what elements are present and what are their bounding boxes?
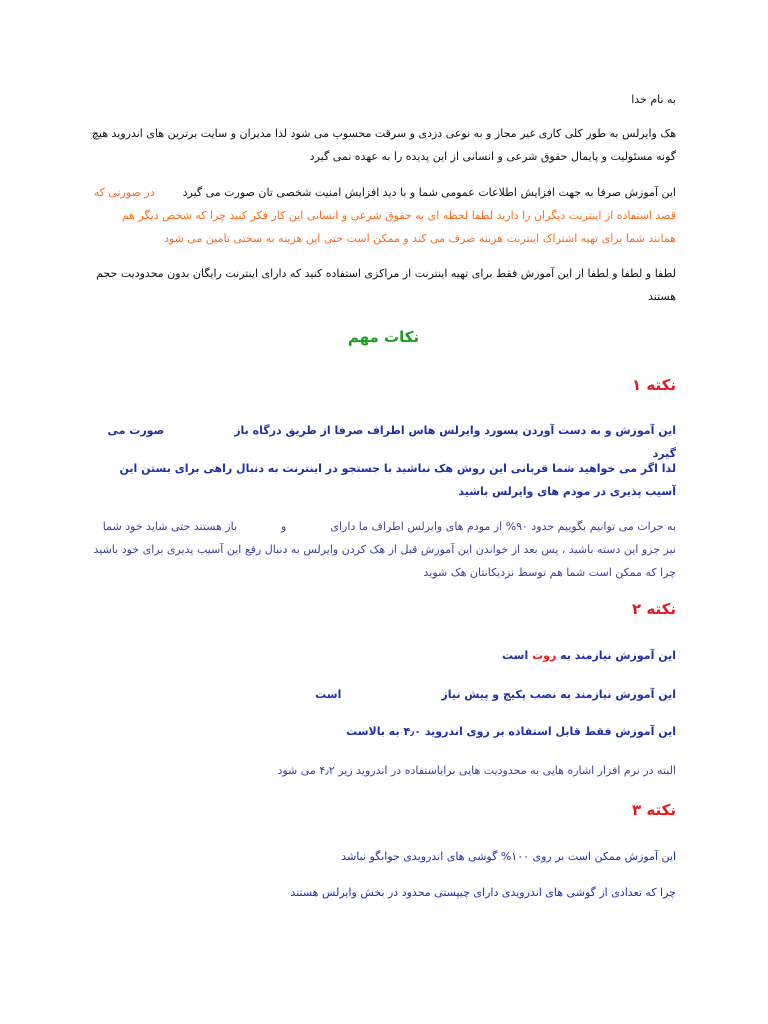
intro-paragraph-1 [91,122,676,168]
note-2-title: نکته ۲ [632,600,676,618]
note-1-text-1a: این آموزش و به دست آوردن پسورد وایرلس هاس اطراف صرفا از طریق درگاه باز [234,424,676,437]
note-2-text-2b: است [315,688,342,701]
note-1-heading [91,374,676,398]
important-notes-title: نکات مهم [347,328,420,346]
note-1-text-3c: باز هستند حتی شاید خود شما نیز جزو این دسته باشید ، پس بعد از خواندن این آموزش قبل از هک کردن وایرلس به دنبال رفع این آسیب پذیری برای خود باشید چرا که ممکن است شما هم توسط نزدیکانتان هک شوید [93,520,676,579]
note-2-paragraph-1 [91,644,676,667]
intro-paragraph-3 [91,262,676,308]
note-3-title: نکته ۳ [632,801,676,819]
note-2-paragraph-2 [91,683,676,706]
note-1-paragraph-3 [91,515,676,584]
note-2-text-1c: است [502,649,529,662]
note-2-heading [91,598,676,622]
intro-text-2-orange: در صورتی که قصد استفاده از اینترنت دیگران را دارید لطفا لحظه ای به حقوق شرعی و انسانی این کار فکر کنید چرا که شخص دیگر هم همانند شما برای تهیه اشتراک اینترنت هزینه صرف می کند و ممکن است حتی این هزینه به سختی تامین می شود [93,186,676,245]
bismillah-line [91,88,676,111]
note-2-paragraph-4 [91,759,676,782]
bismillah-text: به نام خدا [631,93,676,106]
important-notes-heading [91,326,676,350]
intro-paragraph-2 [91,181,676,250]
note-3-paragraph-2 [91,881,676,904]
note-2-text-1a: این آموزش نیازمند به [560,649,676,662]
note-3-heading [91,799,676,823]
intro-text-2-black: این آموزش صرفا به جهت افزایش اطلاعات عمومی شما و با دید افزایش امنیت شخصی تان صورت می گیرد [182,186,676,199]
note-2-text-3: این آموزش فقط قابل استفاده بر روی اندروید ۴٫۰ به بالاست [346,725,676,738]
note-1-text-2: لذا اگر می خواهید شما قربانی این روش هک نباشید با جستجو در اینترنت به دنبال راهی برای بستن این آسیب پذیری در مودم های وایرلس باشید [119,462,676,498]
note-2-text-2a: این آموزش نیازمند به نصب پکیج و پیش نیاز [441,688,676,701]
note-2-text-4: البته در نرم افزار اشاره هایی به محدودیت هایی برایاستفاده در اندروید زیر ۴٫۲ می شود [277,764,676,777]
note-3-text-1: این آموزش ممکن است بر روی ۱۰۰% گوشی های اندرویدی جوابگو نباشد [341,850,676,863]
note-2-text-1b-root: روت [532,649,557,662]
note-1-title: نکته ۱ [632,376,676,394]
note-3-text-2: چرا که تعدادی از گوشی های اندرویدی دارای چیپستی محدود در بخش وایرلس هستند [290,886,676,899]
note-1-paragraph-2 [91,457,676,503]
note-1-text-3a: به جرات می توانیم بگوییم حدود ۹۰% از مودم های وایرلس اطراف ما دارای [330,520,676,533]
intro-text-3: لطفا و لطفا و لطفا از این آموزش فقط برای تهیه اینترنت از مراکزی استفاده کنید که دارای اینترنت رایگان بدون محدودیت حجم هستند [96,267,676,303]
note-2-paragraph-3 [91,720,676,743]
note-3-paragraph-1 [91,845,676,868]
note-1-text-1b: صورت می گیرد [107,424,676,460]
intro-text-1: هک وایرلس به طور کلی کاری غیر مجاز و به نوعی دزدی و سرقت محسوب می شود لذا مدیران و سایت برترین های اندروید هیچ گونه مسئولیت و پایمال حقوق شرعی و انسانی از این پدیده را به عهده نمی گیرد [91,127,676,163]
note-1-text-3b: و [281,520,287,533]
